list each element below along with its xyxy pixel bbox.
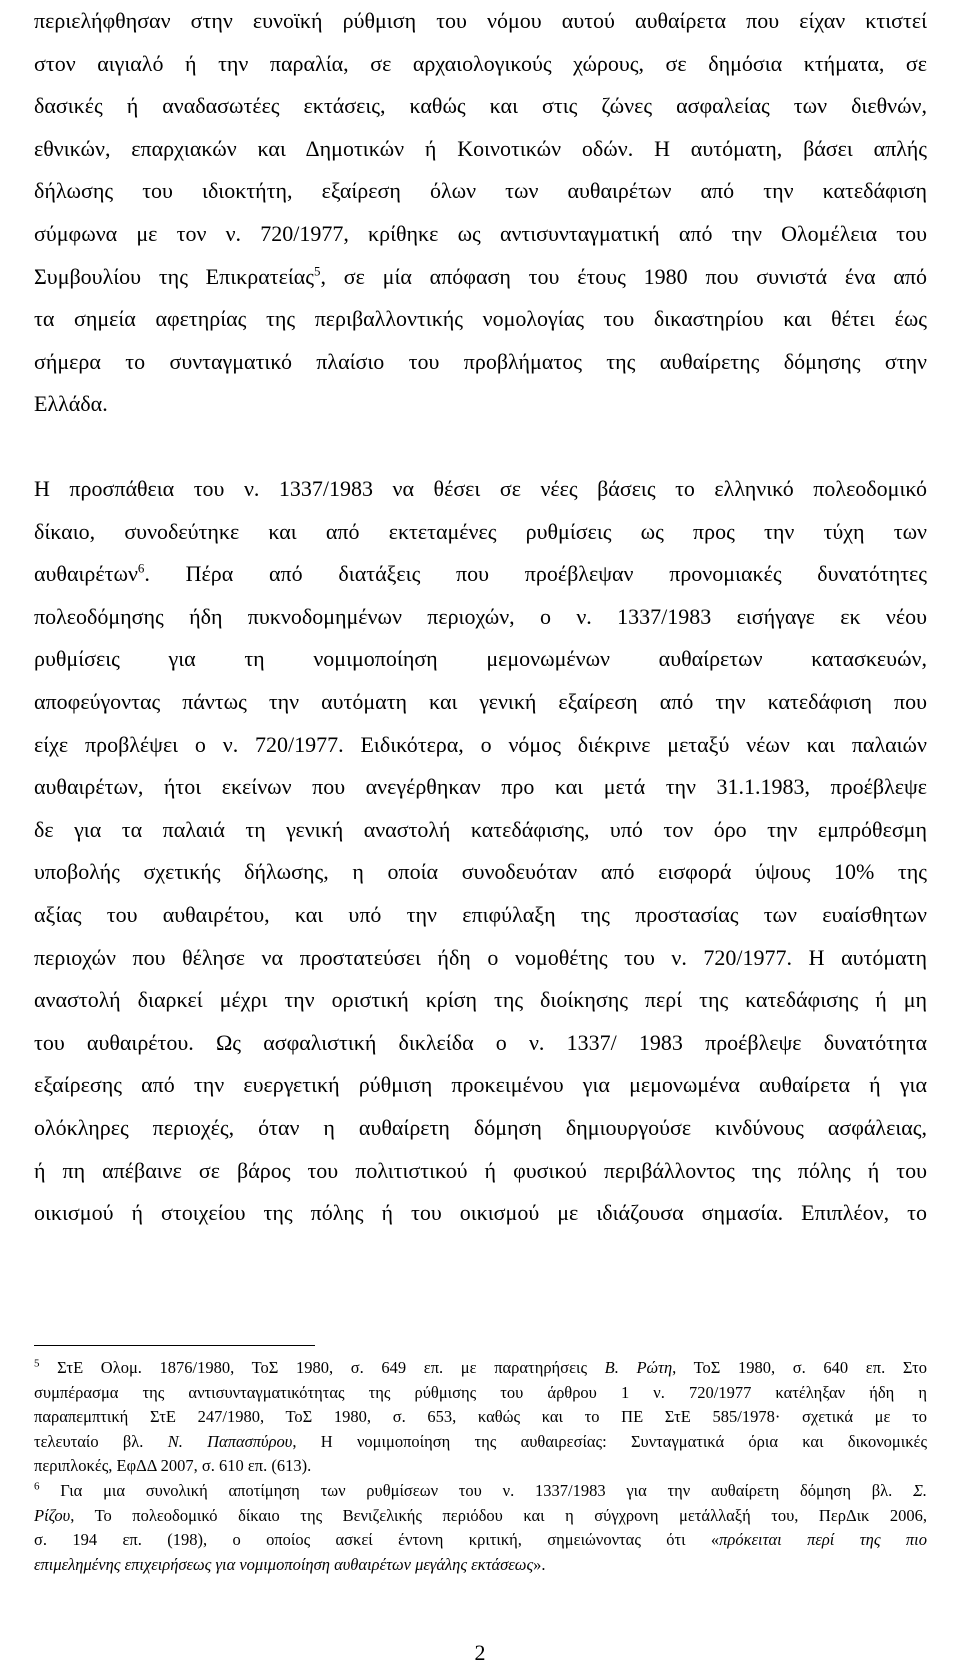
text-line: είχε προβλέψει ο ν. 720/1977. Ειδικότερα, ο νόμος διέκρινε μεταξύ νέων και παλαιών	[34, 731, 927, 757]
footnote-line	[34, 1553, 927, 1578]
text-line: δε για τα παλαιά τη γενική αναστολή κατεδάφισης, υπό τον όρο την εμπρόθεσμη	[34, 816, 927, 842]
text-segment: αυθαιρέτων	[34, 561, 138, 587]
text-segment: τελευταίο βλ.	[34, 1431, 168, 1451]
footnote-line	[34, 1504, 927, 1529]
footnote-6	[34, 1479, 927, 1577]
footnote-line: περιπλοκές, ΕφΔΔ 2007, σ. 610 επ. (613).	[34, 1456, 312, 1476]
footnote-ref-5[interactable]: 5	[313, 263, 321, 279]
text-line: αξίας του αυθαιρέτου, και υπό την επιφύλαξη της προστασίας των ευαίσθητων	[34, 901, 927, 927]
text-line: αυθαιρέτων, ήτοι εκείνων που ανεγέρθηκαν προ και μετά την 31.1.1983, προέβλεψε	[34, 774, 927, 800]
text-line: δήλωσης του ιδιοκτήτη, εξαίρεση όλων των αυθαιρέτων από την κατεδάφιση	[34, 178, 927, 204]
page-number: 2	[474, 1640, 486, 1665]
footnote-mark: 5	[34, 1357, 40, 1370]
footnote-separator	[34, 1345, 315, 1346]
paragraph-1	[34, 0, 927, 426]
text-segment: Συμβουλίου της Επικρατείας	[34, 263, 314, 289]
text-line: εθνικών, επαρχιακών και Δημοτικών ή Κοινοτικών οδών. Η αυτόματη, βάσει απλής	[34, 135, 927, 161]
author-name: Ρίζου	[34, 1505, 71, 1525]
text-line: δίκαιο, συνοδεύτηκε και από εκτεταμένες ρυθμίσεις ως προς την τύχη των	[34, 518, 927, 544]
footnote-line: παραπεμπτική ΣτΕ 247/1980, ΤοΣ 1980, σ. 653, καθώς και το ΠΕ ΣτΕ 585/1978· σχετικά με το	[34, 1407, 927, 1427]
text-segment: , Το πολεοδομικό δίκαιο της Βενιζελικής περιόδου και η σύγχρονη μετάλλαξή του, ΠερΔικ 2006,	[70, 1505, 927, 1525]
text-line: οικισμού ή στοιχείου της πόλης ή του οικισμού με ιδιάζουσα σημασία. Επιπλέον, το	[34, 1200, 927, 1226]
text-line: στον αιγιαλό ή την παραλία, σε αρχαιολογικούς χώρους, σε δημόσια κτήματα, σε	[34, 50, 927, 76]
text-segment: ».	[533, 1554, 546, 1574]
author-name: Σ.	[913, 1480, 927, 1500]
text-line: περιοχών που θέλησε να προστατεύσει ήδη ο νομοθέτης του ν. 720/1977. Η αυτόματη	[34, 944, 927, 970]
text-segment: Για μια συνολική αποτίμηση των ρυθμίσεων του ν. 1337/1983 για την αυθαίρετη δόμηση βλ.	[39, 1480, 914, 1500]
author-name: Ν. Παπασπύρου	[167, 1431, 293, 1451]
quote-text: πρόκειται περί της πιο	[719, 1530, 927, 1550]
footnotes	[34, 1356, 927, 1577]
text-line: πολεοδόμησης ήδη πυκνοδομημένων περιοχών, ο ν. 1337/1983 εισήγαγε εκ νέου	[34, 603, 927, 629]
footnote-line	[34, 1528, 927, 1553]
quote-text: επιμελημένης επιχειρήσεως για νομιμοποίηση αυθαιρέτων μεγάλης εκτάσεως	[34, 1554, 534, 1574]
footnote-mark: 6	[34, 1480, 40, 1493]
text-line: σήμερα το συνταγματικό πλαίσιο του προβλήματος της αυθαίρετης δόμησης στην	[34, 348, 927, 374]
paragraph-2	[34, 468, 927, 1235]
footnote-line	[34, 1479, 927, 1504]
text-line	[34, 553, 927, 596]
text-line: δασικές ή αναδασωτέες εκτάσεις, καθώς και στις ζώνες ασφαλείας των διεθνών,	[34, 93, 927, 119]
footnote-line	[34, 1356, 927, 1381]
text-segment: , σε μία απόφαση του έτους 1980 που συνιστά ένα από	[320, 263, 928, 289]
text-segment: σ. 194 επ. (198), ο οποίος ασκεί έντονη κριτική, σημειώνοντας ότι «	[34, 1530, 720, 1550]
text-line	[34, 256, 927, 299]
text-line: εξαίρεσης από την ευεργετική ρύθμιση προκειμένου για μεμονωμένα αυθαίρετα ή για	[34, 1072, 927, 1098]
footnote-5	[34, 1356, 927, 1479]
footnote-ref-6[interactable]: 6	[137, 560, 145, 576]
text-line: υποβολής σχετικής δήλωσης, η οποία συνοδευόταν από εισφορά ύψους 10% της	[34, 859, 927, 885]
text-line: του αυθαιρέτου. Ως ασφαλιστική δικλείδα ο ν. 1337/ 1983 προέβλεψε δυνατότητα	[34, 1029, 927, 1055]
text-line: περιελήφθησαν στην ευνοϊκή ρύθμιση του νόμου αυτού αυθαίρετα που είχαν κτιστεί	[34, 8, 927, 33]
text-segment: , ΤοΣ 1980, σ. 640 επ. Στο	[672, 1358, 928, 1377]
text-line: σύμφωνα με τον ν. 720/1977, κρίθηκε ως αντισυνταγματική από την Ολομέλεια του	[34, 220, 927, 246]
text-line: τα σημεία αφετηρίας της περιβαλλοντικής νομολογίας του δικαστηρίου και θέτει έως	[34, 306, 927, 332]
footnote-line: συμπέρασμα της αντισυνταγματικότητας της ρύθμισης του άρθρου 1 ν. 720/1977 κατέληξαν ήδη η	[34, 1382, 927, 1402]
text-line: αποφεύγοντας πάντως την αυτόματη και γενική εξαίρεση από την κατεδάφιση που	[34, 688, 927, 714]
text-segment: ΣτΕ Ολομ. 1876/1980, ΤοΣ 1980, σ. 649 επ. με παρατηρήσεις	[39, 1358, 605, 1377]
text-segment: . Πέρα από διατάξεις που προέβλεψαν προνομιακές δυνατότητες	[144, 561, 927, 587]
footnote-line	[34, 1430, 927, 1455]
text-line: Ελλάδα.	[34, 391, 108, 417]
text-line: ρυθμίσεις για τη νομιμοποίηση μεμονωμένων αυθαίρετων κατασκευών,	[34, 646, 927, 672]
text-line: ολόκληρες περιοχές, όταν η αυθαίρετη δόμηση δημιουργούσε κινδύνους ασφάλειας,	[34, 1114, 927, 1140]
author-name: Β. Ρώτη	[604, 1358, 673, 1377]
text-line: αναστολή διαρκεί μέχρι την οριστική κρίση της διοίκησης περί της κατεδάφισης ή μη	[34, 987, 927, 1013]
text-line: ή πη απέβαινε σε βάρος του πολιτιστικού ή φυσικού περιβάλλοντος της πόλης ή του	[34, 1157, 927, 1183]
text-line: Η προσπάθεια του ν. 1337/1983 να θέσει σε νέες βάσεις το ελληνικό πολεοδομικό	[34, 476, 927, 501]
text-segment: , Η νομιμοποίηση της αυθαιρεσίας: Συνταγματικά όρια και δικονομικές	[292, 1431, 927, 1451]
